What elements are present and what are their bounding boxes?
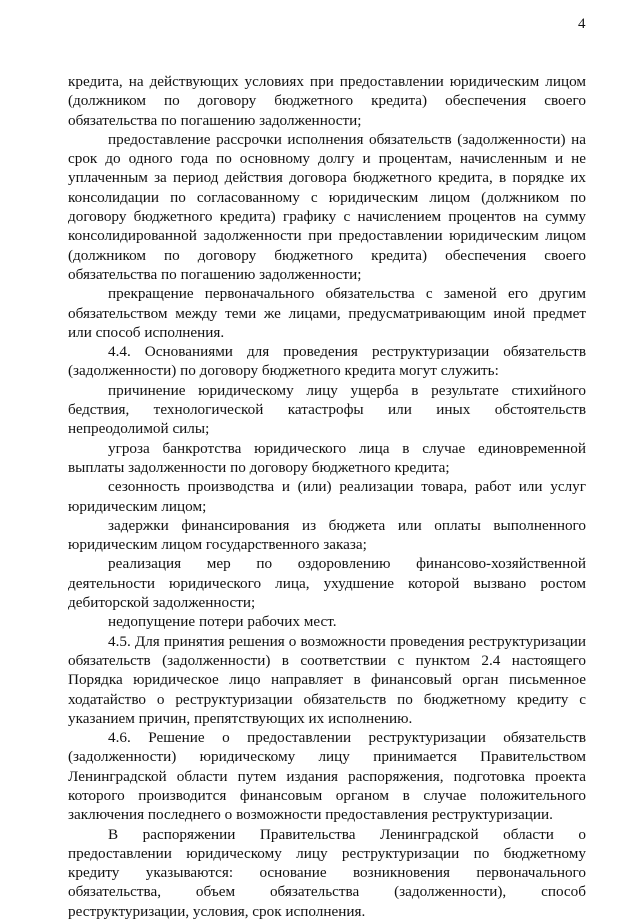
paragraph: 4.6. Решение о предоставлении реструктуризации обязательств (задолженности) юридическому лицу принимается Правительством Ленинградской области путем издания распоряжения, подготовка проекта которого производится финансовым органом в случае положительного заключения последнего о возможности предоставления реструктуризации. — [68, 729, 586, 824]
paragraph: 4.4. Основаниями для проведения реструктуризации обязательств (задолженности) по договору бюджетного кредита могут служить: — [68, 343, 586, 380]
paragraph: угроза банкротства юридического лица в случае единовременной выплаты задолженности по договору бюджетного кредита; — [68, 439, 586, 476]
paragraph: реализация мер по оздоровлению финансово-хозяйственной деятельности юридического лица, ухудшение которой вызвано ростом дебиторской задолженности; — [68, 555, 586, 612]
paragraph: предоставление рассрочки исполнения обязательств (задолженности) на срок до одного года по основному долгу и процентам, начисленным и не уплаченным за период действия договора бюджетного кредита, в порядке их консолидации по согласованному с юридическим лицом (должником по договору бюджетного кредита) графику с начислением процентов на сумму консолидированной задолженности при предоставлении юридическим лицом (должником по договору бюджетного кредита) обеспечения своего обязательства по погашению задолженности; — [68, 130, 586, 283]
page-number: 4 — [578, 16, 586, 32]
paragraph: причинение юридическому лицу ущерба в результате стихийного бедствия, технологической катастрофы или иных обстоятельств непреодолимой силы; — [68, 381, 586, 438]
paragraph: 4.5. Для принятия решения о возможности проведения реструктуризации обязательств (задолженности) в соответствии с пунктом 2.4 настоящего Порядка юридическое лицо направляет в финансовый орган письменное ходатайство о реструктуризации обязательств по бюджетному кредиту с указанием причин, препятствующих их исполнению. — [68, 632, 586, 727]
paragraph: сезонность производства и (или) реализации товара, работ или услуг юридическим лицом; — [68, 478, 586, 515]
paragraph: задержки финансирования из бюджета или оплаты выполненного юридическим лицом государственного заказа; — [68, 516, 586, 554]
document-body — [68, 72, 586, 921]
paragraph: кредита, на действующих условиях при предоставлении юридическим лицом (должником по договору бюджетного кредита) обеспечения своего обязательства по погашению задолженности; — [68, 73, 586, 129]
paragraph: недопущение потери рабочих мест. — [108, 613, 337, 631]
paragraph: прекращение первоначального обязательства с заменой его другим обязательством между теми же лицами, предусматривающим иной предмет или способ исполнения. — [68, 285, 586, 341]
paragraph: В распоряжении Правительства Ленинградской области о предоставлении юридическому лицу реструктуризации по бюджетному кредиту указываются: основание возникновения первоначального обязательства, объем обязательства (задолженности), способ реструктуризации, условия, срок исполнения. — [68, 825, 586, 920]
